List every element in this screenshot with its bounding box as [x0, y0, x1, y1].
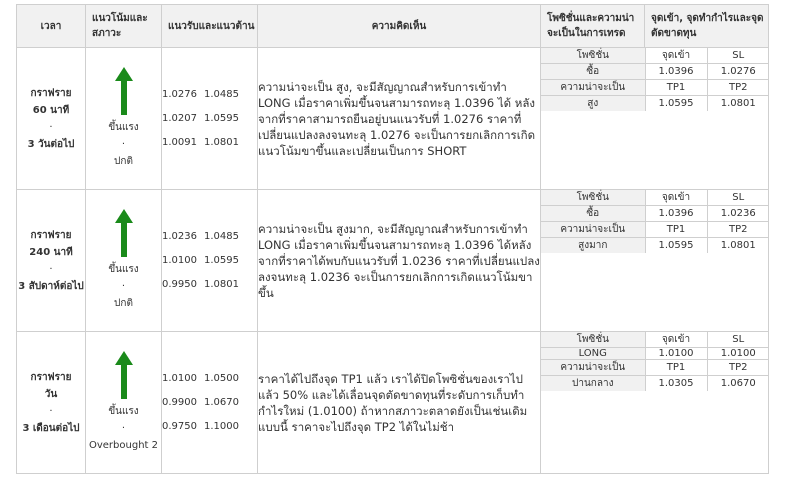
resistance-level: 1.0595 [204, 254, 239, 266]
level-pair [162, 419, 257, 435]
resistance-level: 1.0801 [204, 278, 239, 290]
levels-cell [162, 48, 258, 190]
trend-strength: ขึ้นแรง [108, 264, 139, 275]
header-position: โพซิชั่นและความน่าจะเป็นในการเทรด [541, 5, 645, 48]
tp2-label: TP2 [707, 80, 769, 96]
position-label: โพซิชั่น [541, 190, 645, 206]
period-line: 3 สัปดาห์ต่อไป [18, 280, 84, 292]
comment-cell: ความน่าจะเป็น สูง, จะมีสัญญาณสำหรับการเข้าทำ LONG เมื่อราคาเพิ่มขึ้นจนสามารถทะลุ 1.0396 ได้ หลังจากที่ราคาสามารถยืนอยู่บนแนวรับที่ 1.0276 ราคาที่เปลี่ยนแปลงลงจนทะลุ 1.0276 จะเป็นการยกเลิกการเกิดแนวโน้มขาขึ้นและเปลี่ยนเป็นการ SHORT [258, 48, 541, 190]
sl-value: 1.0100 [707, 348, 769, 360]
sl-label: SL [707, 332, 769, 348]
tp1-label: TP1 [645, 360, 707, 376]
entry-value: 1.0100 [645, 348, 707, 360]
position-value: ซื้อ [541, 206, 645, 222]
tp1-value: 1.0305 [645, 376, 707, 392]
period-line: กราฟราย [30, 229, 72, 241]
period-cell [17, 190, 86, 332]
entry-value: 1.0396 [645, 206, 707, 222]
position-table [541, 48, 769, 111]
position-value: ซื้อ [541, 64, 645, 80]
probability-label: ความน่าจะเป็น [541, 222, 645, 238]
header-time: เวลา [17, 5, 86, 48]
position-table [541, 190, 769, 253]
period-cell [17, 332, 86, 474]
position-cell [541, 190, 769, 332]
tp2-value: 1.0801 [707, 238, 769, 254]
entry-value: 1.0396 [645, 64, 707, 80]
period-line: 3 วันต่อไป [27, 138, 75, 150]
resistance-level: 1.0801 [204, 136, 239, 148]
resistance-level: 1.0670 [204, 396, 239, 408]
tp2-label: TP2 [707, 360, 769, 376]
support-level: 0.9950 [162, 278, 197, 290]
levels-cell [162, 332, 258, 474]
level-pair [162, 87, 257, 103]
position-cell [541, 48, 769, 190]
entry-label: จุดเข้า [645, 190, 707, 206]
trend-strength: ขึ้นแรง [108, 406, 139, 417]
level-pair [162, 111, 257, 127]
trend-dot: · [121, 281, 126, 292]
trend-cell [86, 332, 162, 474]
tp2-value: 1.0670 [707, 376, 769, 392]
support-level: 1.0100 [162, 254, 197, 266]
forecast-table [16, 4, 769, 474]
header-trend: แนวโน้มและสภาวะ [86, 5, 162, 48]
trend-state: Overbought 2 [88, 440, 158, 451]
sl-label: SL [707, 190, 769, 206]
header-comment: ความคิดเห็น [258, 5, 541, 48]
trend-strength: ขึ้นแรง [108, 122, 139, 133]
resistance-level: 1.0485 [204, 88, 239, 100]
support-level: 0.9900 [162, 396, 197, 408]
position-label: โพซิชั่น [541, 332, 645, 348]
period-dot: · [49, 263, 53, 275]
support-level: 1.0100 [162, 372, 197, 384]
period-dot: · [49, 405, 53, 417]
trend-state: ปกติ [114, 298, 133, 309]
position-label: โพซิชั่น [541, 48, 645, 64]
probability-value: ปานกลาง [541, 376, 645, 392]
period-dot: · [49, 121, 53, 133]
support-level: 0.9750 [162, 420, 197, 432]
sl-label: SL [707, 48, 769, 64]
level-pair [162, 277, 257, 293]
level-pair [162, 371, 257, 387]
probability-value: สูง [541, 96, 645, 112]
tp1-label: TP1 [645, 80, 707, 96]
resistance-level: 1.0500 [204, 372, 239, 384]
support-level: 1.0207 [162, 112, 197, 124]
header-levels: แนวรับและแนวต้าน [162, 5, 258, 48]
up-arrow-icon [115, 67, 133, 115]
level-pair [162, 135, 257, 151]
probability-label: ความน่าจะเป็น [541, 80, 645, 96]
up-arrow-icon [115, 209, 133, 257]
sl-value: 1.0276 [707, 64, 769, 80]
header-row [17, 5, 769, 48]
table-row [17, 48, 769, 190]
table-row [17, 332, 769, 474]
period-cell [17, 48, 86, 190]
resistance-level: 1.1000 [204, 420, 239, 432]
trend-dot: · [121, 139, 126, 150]
period-line: 240 นาที [29, 246, 73, 258]
trend-cell [86, 190, 162, 332]
support-level: 1.0236 [162, 230, 197, 242]
position-table [541, 332, 769, 391]
tp1-label: TP1 [645, 222, 707, 238]
trend-dot: · [121, 423, 126, 434]
level-pair [162, 395, 257, 411]
support-level: 1.0091 [162, 136, 197, 148]
trend-cell [86, 48, 162, 190]
resistance-level: 1.0595 [204, 112, 239, 124]
period-line: 3 เดือนต่อไป [22, 422, 80, 434]
table-row [17, 190, 769, 332]
tp1-value: 1.0595 [645, 238, 707, 254]
position-cell [541, 332, 769, 474]
sl-value: 1.0236 [707, 206, 769, 222]
period-line: วัน [44, 388, 58, 400]
tp1-value: 1.0595 [645, 96, 707, 112]
support-level: 1.0276 [162, 88, 197, 100]
resistance-level: 1.0485 [204, 230, 239, 242]
levels-cell [162, 190, 258, 332]
entry-label: จุดเข้า [645, 48, 707, 64]
comment-cell: ราคาได้ไปถึงจุด TP1 แล้ว เราได้ปิดโพซิชั่นของเราไปแล้ว 50% และได้เลื่อนจุดตัดขาดทุนที่ระดับการเก็บทำกำไรใหม่ (1.0100) ถ้าหากสภาวะตลาดยังเป็นเช่นเดิมแบบนี้ ราคาจะไปถึงจุด TP2 ได้ในไม่ช้า [258, 332, 541, 474]
level-pair [162, 229, 257, 245]
position-value: LONG [541, 348, 645, 360]
level-pair [162, 253, 257, 269]
trend-state: ปกติ [114, 156, 133, 167]
period-line: กราฟราย [30, 371, 72, 383]
period-line: กราฟราย [30, 87, 72, 99]
header-entry: จุดเข้า, จุดทำกำไรและจุดตัดขาดทุน [645, 5, 769, 48]
probability-value: สูงมาก [541, 238, 645, 254]
tp2-value: 1.0801 [707, 96, 769, 112]
probability-label: ความน่าจะเป็น [541, 360, 645, 376]
entry-label: จุดเข้า [645, 332, 707, 348]
period-line: 60 นาที [32, 104, 70, 116]
up-arrow-icon [115, 351, 133, 399]
tp2-label: TP2 [707, 222, 769, 238]
comment-cell: ความน่าจะเป็น สูงมาก, จะมีสัญญาณสำหรับการเข้าทำ LONG เมื่อราคาเพิ่มขึ้นจนสามารถทะลุ 1.0396 ได้หลังจากที่ราคาได้พบกับแนวรับที่ 1.0236 ราคาที่เปลี่ยนแปลงลงจนทะลุ 1.0236 จะเป็นการยกเลิกการเกิดแนวโน้มขาขึ้น [258, 190, 541, 332]
